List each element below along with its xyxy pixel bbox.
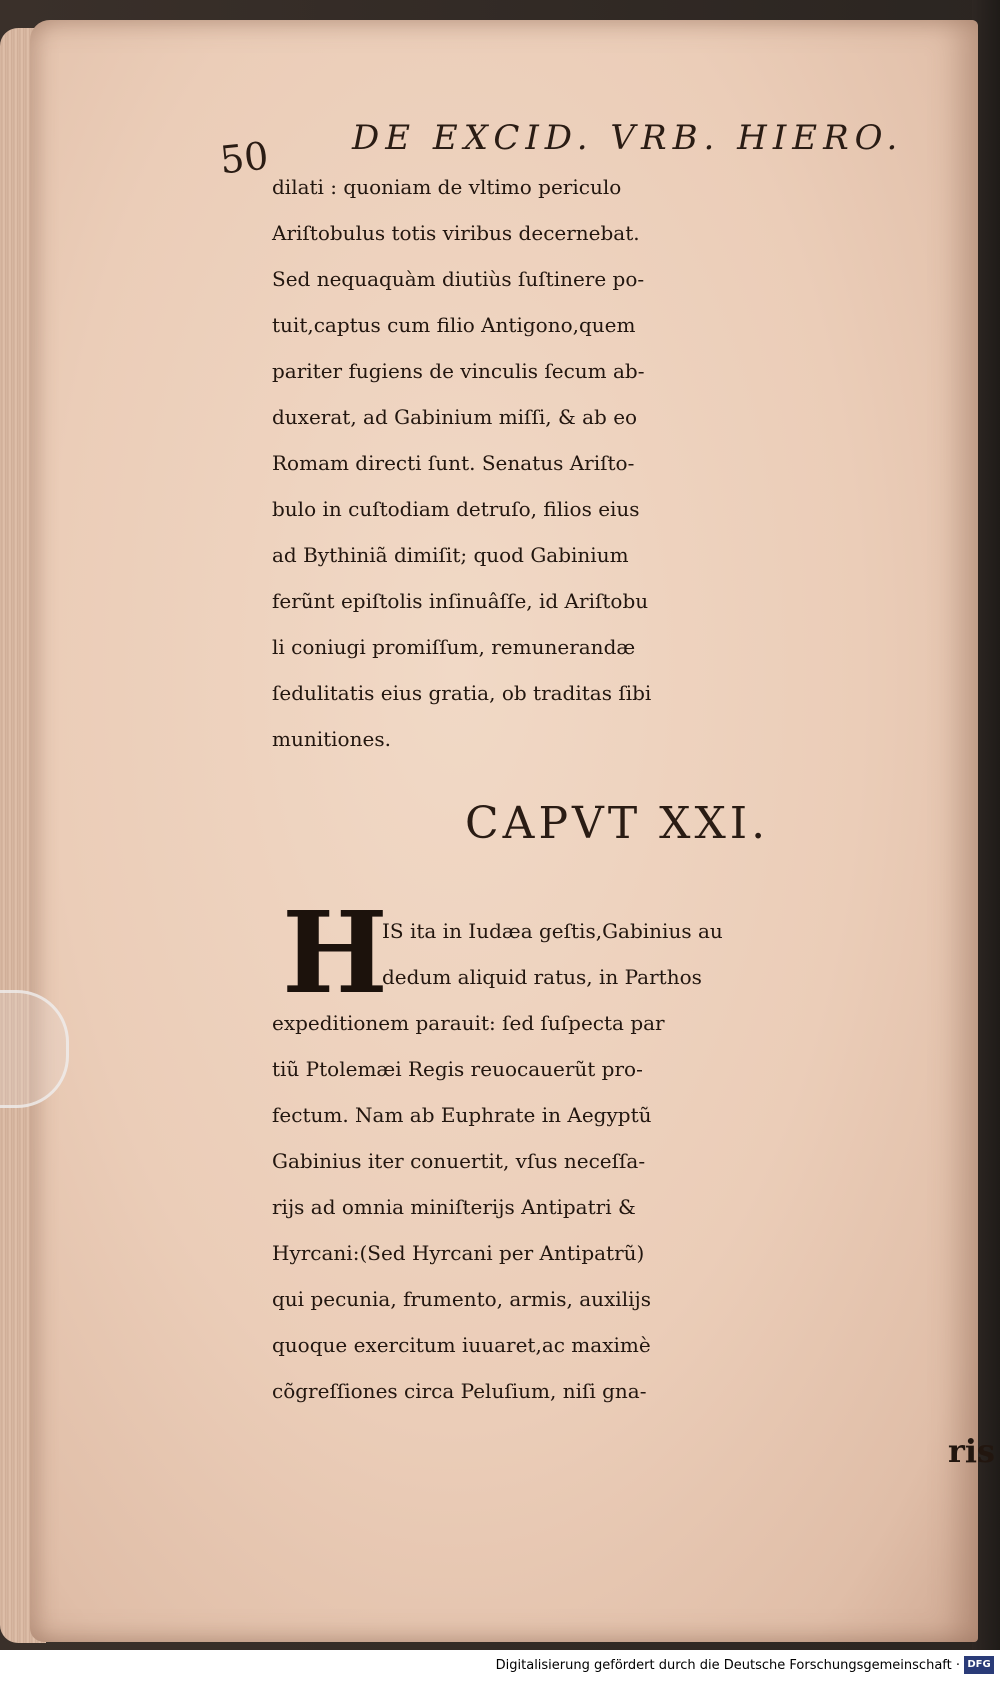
text-line: ferũnt epiſtolis inſinuâſſe, id Ariſtobu — [272, 589, 649, 613]
text-line: qui pecunia, frumento, armis, auxilijs — [272, 1287, 651, 1311]
text-line: Sed nequaquàm diutiùs ſuſtinere po- — [272, 267, 645, 291]
text-line: dedum aliquid ratus, in Parthos — [382, 965, 702, 989]
text-line: tiũ Ptolemæi Regis reuocauerũt pro- — [272, 1057, 643, 1081]
text-line: IS ita in Iudæa geſtis,Gabinius au — [382, 919, 723, 943]
text-line: Gabinius iter conuertit, vſus neceſſa- — [272, 1149, 646, 1173]
text-line: Hyrcani:(Sed Hyrcani per Antipatrũ) — [272, 1241, 645, 1265]
paragraph-2 — [272, 888, 972, 1414]
text-line: munitiones. — [272, 727, 391, 751]
text-line: li coniugi promiſſum, remunerandæ — [272, 635, 636, 659]
footer-credit: Digitalisierung gefördert durch die Deutsche Forschungsgemeinschaft · — [495, 1658, 960, 1673]
text-line: dilati : quoniam de vltimo periculo — [272, 175, 622, 199]
drop-cap: H — [282, 888, 388, 1019]
text-line: ſedulitatis eius gratia, ob traditas ſibi — [272, 681, 652, 705]
text-line: rijs ad omnia miniſterijs Antipatri & — [272, 1195, 636, 1219]
chapter-title: CAPVT XXI. — [465, 798, 770, 849]
text-line: bulo in cuſtodiam detruſo, filios eius — [272, 497, 640, 521]
text-line: tuit,captus cum filio Antigono,quem — [272, 313, 636, 337]
dfg-logo: DFG — [964, 1656, 994, 1674]
page-number: 50 — [217, 133, 271, 183]
footer-bar — [0, 1650, 1000, 1684]
text-line: expeditionem parauit: ſed ſuſpecta par — [272, 1011, 665, 1035]
text-line: fectum. Nam ab Euphrate in Aegyptũ — [272, 1103, 652, 1127]
text-line: quoque exercitum iuuaret,ac maximè — [272, 1333, 651, 1357]
text-line: Ariſtobulus totis viribus decernebat. — [272, 221, 640, 245]
text-line: pariter fugiens de vinculis ſecum ab- — [272, 359, 645, 383]
catchword: ris — [948, 1432, 996, 1470]
text-line: ad Bythiniã dimiſit; quod Gabinium — [272, 543, 629, 567]
running-head: DE EXCID. VRB. HIERO. — [352, 118, 904, 158]
text-line: Romam directi ſunt. Senatus Ariſto- — [272, 451, 635, 475]
text-line: cõgreſſiones circa Peluſium, niſi gna- — [272, 1379, 647, 1403]
text-line: duxerat, ad Gabinium miſſi, & ab eo — [272, 405, 638, 429]
paragraph-1 — [272, 164, 972, 762]
